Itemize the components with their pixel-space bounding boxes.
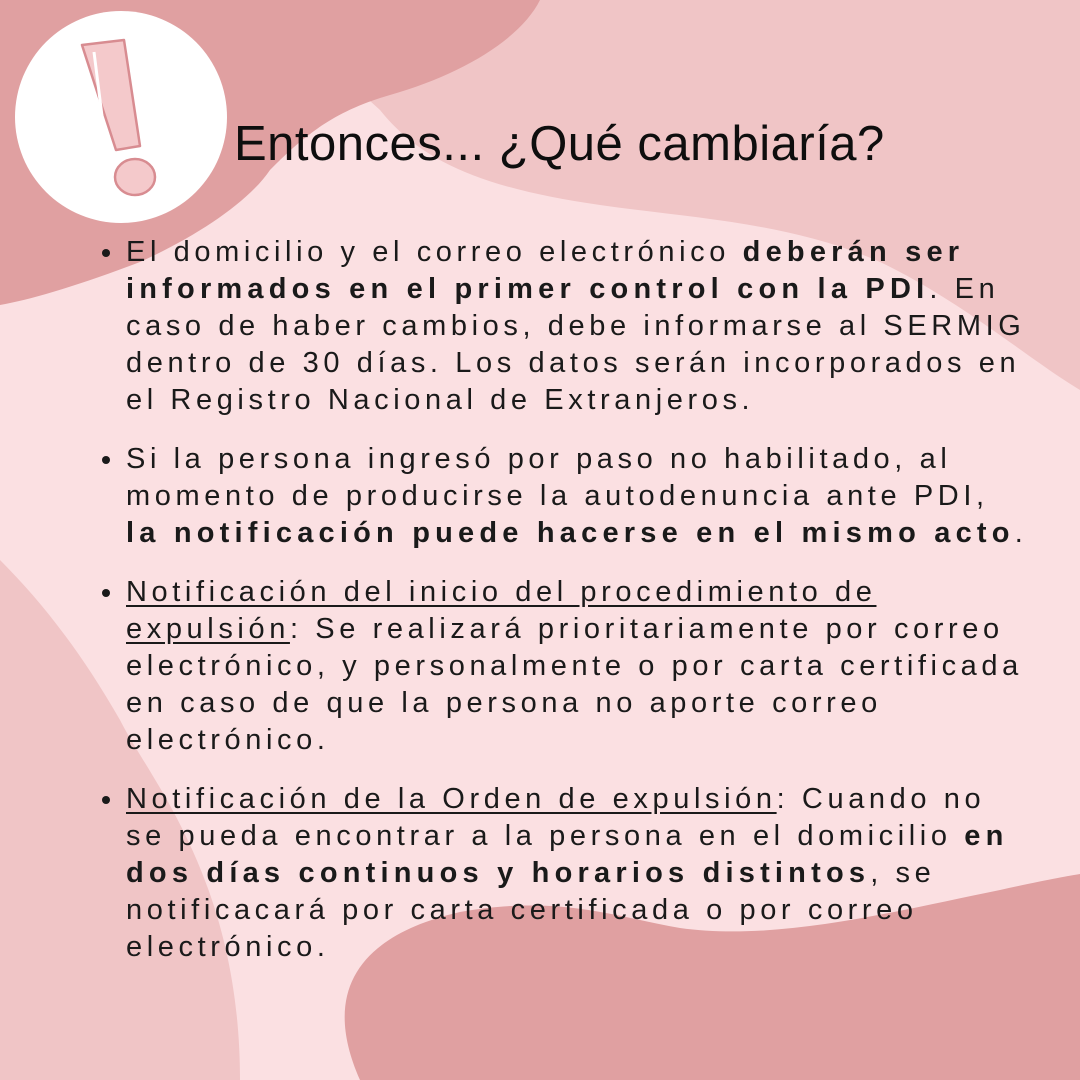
list-item xyxy=(126,781,1031,966)
page-title: Entonces... ¿Qué cambiaría? xyxy=(234,117,885,171)
item-text: Si la persona ingresó por paso no habilitado, al momento de producirse la autodenuncia ante PDI, xyxy=(126,443,989,512)
list-item xyxy=(126,234,1031,419)
item-bold-text: la notificación puede hacerse en el mismo acto xyxy=(126,517,1015,549)
item-text: . En caso de haber cambios, debe informarse al SERMIG dentro de 30 días. Los datos serán incorporados en el Registro Nacional de Extranjeros. xyxy=(126,273,1026,416)
item-bold-text: en dos días continuos y horarios distintos xyxy=(126,820,1009,889)
list-item xyxy=(126,574,1031,759)
item-text: , se notificacará por carta certificada o por correo electrónico. xyxy=(126,857,936,963)
list-item xyxy=(126,441,1031,552)
item-text: El domicilio y el correo electrónico xyxy=(126,236,743,268)
item-bold-text: deberán ser informados en el primer control con la PDI xyxy=(126,236,965,305)
item-underlined-heading: Notificación del inicio del procedimiento de expulsión xyxy=(126,576,877,645)
changes-list xyxy=(126,234,1031,966)
item-text: : Cuando no se pueda encontrar a la persona en el domicilio xyxy=(126,783,986,852)
item-text: . xyxy=(1014,517,1028,549)
item-underlined-heading: Notificación de la Orden de expulsión xyxy=(126,783,777,815)
item-text: : Se realizará prioritariamente por correo electrónico, y personalmente o por carta certificada en caso de que la persona no aporte correo electrónico. xyxy=(126,613,1023,756)
